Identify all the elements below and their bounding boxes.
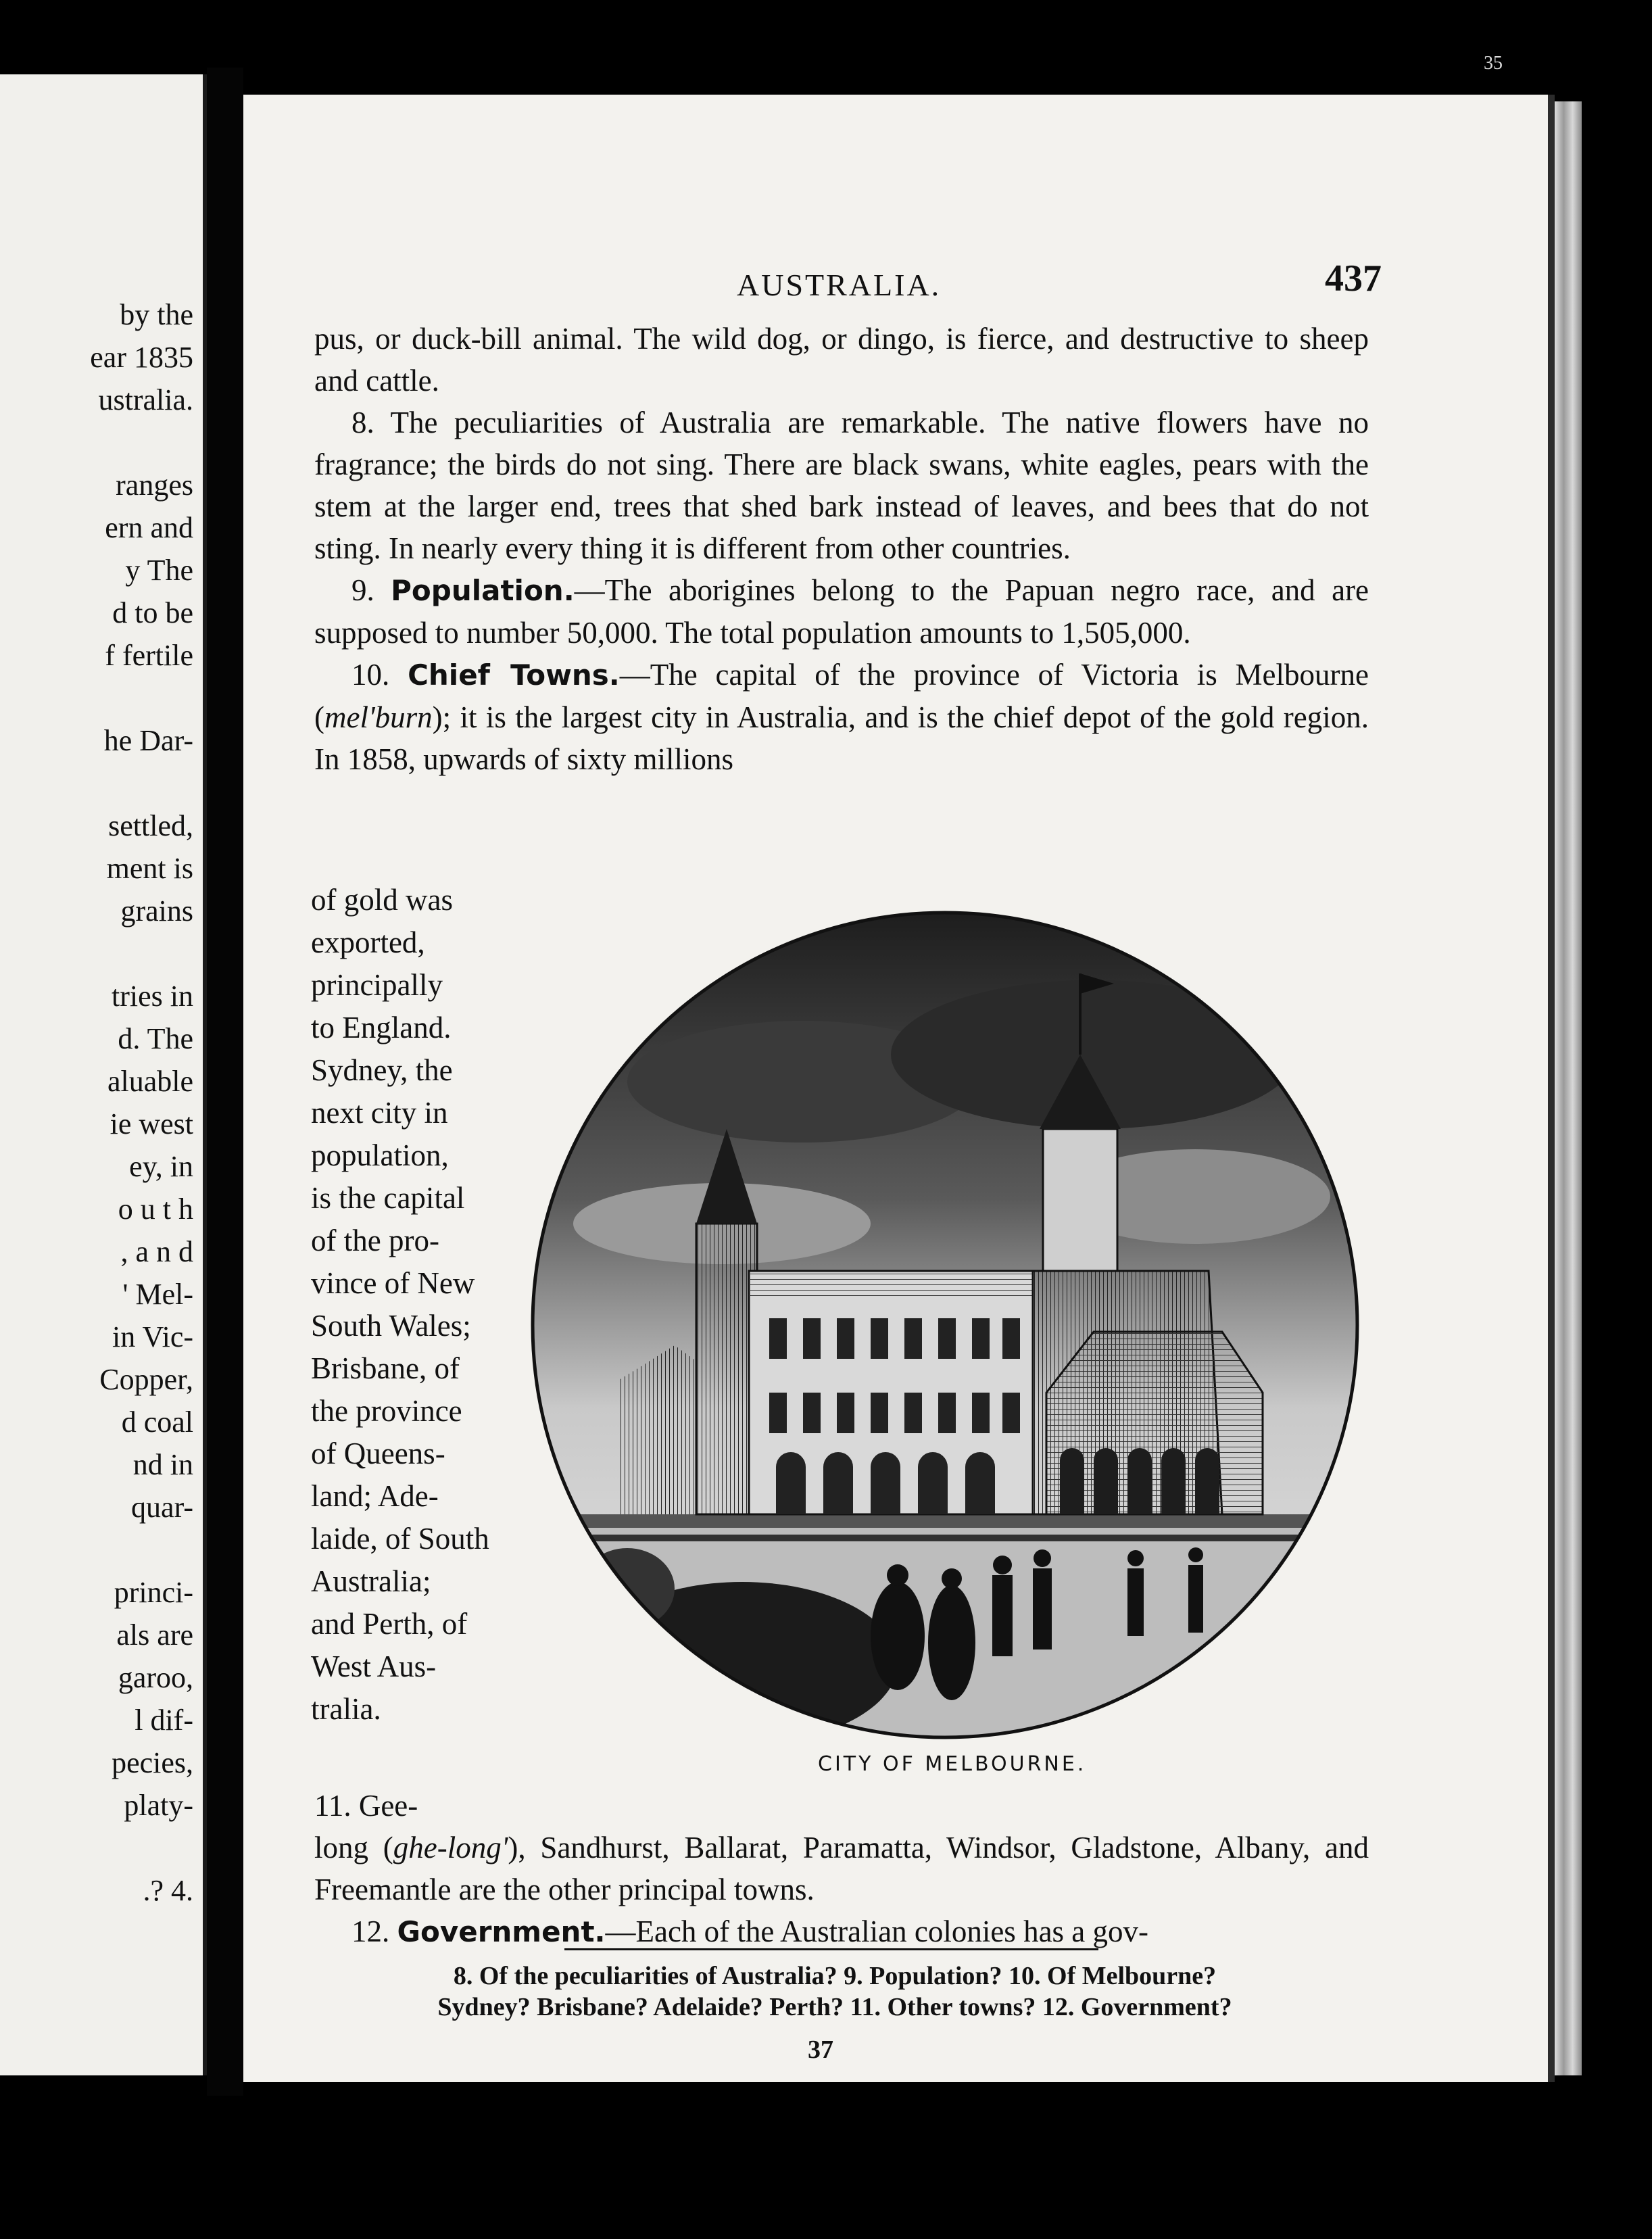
left-page-fragment: ear 1835 <box>90 341 193 374</box>
paragraph-intro: pus, or duck-bill animal. The wild dog, or dingo, is fierce, and destructive to sheep and cattle. <box>314 322 1369 398</box>
wrapped-text-column <box>311 879 510 1731</box>
paragraph-10-number: 10. <box>351 658 390 692</box>
left-page-fragment: he Dar- <box>103 724 193 757</box>
left-page-fragment: ern and <box>105 511 193 544</box>
running-head: AUSTRALIA. <box>737 268 942 302</box>
page-edge <box>1555 101 1582 2075</box>
signature-mark: 37 <box>808 2036 833 2064</box>
wrapped-line: South Wales; <box>311 1309 471 1343</box>
page-number: 437 <box>1325 258 1382 299</box>
left-page-fragment: d. The <box>118 1022 193 1055</box>
main-text <box>314 318 1369 780</box>
paragraph-12 <box>314 1910 1369 1953</box>
paragraph-9 <box>314 569 1369 654</box>
paragraph-10-text-a: —The capital of the province of Victoria is Melbourne ( <box>314 658 1369 734</box>
wrapped-line: land; Ade- <box>311 1479 439 1513</box>
corner-mark: 35 <box>1484 53 1503 74</box>
paragraph-12-heading: Government. <box>397 1915 606 1948</box>
wrapped-line: of the pro- <box>311 1224 439 1257</box>
paragraph-11-continued <box>314 1827 1369 1910</box>
paragraph-9-number: 9. <box>351 573 374 607</box>
wrapped-line: Brisbane, of <box>311 1351 460 1385</box>
left-page-fragment: princi- <box>114 1576 193 1609</box>
wrapped-line: tralia. <box>311 1692 381 1726</box>
paragraph-12-number: 12. <box>351 1915 390 1948</box>
pronunciation-melbourne: mel'burn <box>324 700 433 734</box>
wrapped-line: population, <box>311 1138 449 1172</box>
wrapped-line: is the capital <box>311 1181 465 1215</box>
paragraph-11 <box>314 1785 1369 1827</box>
melbourne-illustration <box>519 906 1371 1744</box>
book-gutter <box>207 68 243 2096</box>
wrapped-line: exported, <box>311 925 425 959</box>
paragraph-11-text-a: long ( <box>314 1831 393 1864</box>
left-page-fragment: l dif- <box>135 1704 193 1737</box>
wrapped-line: Sydney, the <box>311 1053 453 1087</box>
review-questions <box>308 1960 1362 2023</box>
left-page-fragment: nd in <box>132 1448 193 1481</box>
questions-line-1: 8. Of the peculiarities of Australia? 9. Population? 10. Of Melbourne? <box>453 1962 1217 1990</box>
paragraph-9-heading: Population. <box>391 574 575 607</box>
left-page-fragment: y The <box>125 554 193 587</box>
paragraph-11-start: 11. Gee- <box>314 1789 418 1823</box>
left-page-fragment: garoo, <box>118 1661 193 1694</box>
left-page-fragment: als are <box>116 1618 193 1652</box>
left-page-fragment: ie west <box>110 1107 193 1140</box>
left-page-fragment: by the <box>120 298 193 331</box>
paragraph-10-text-b: ); it is the largest city in Australia, and is the chief depot of the gold region. In 1858, upwards of sixty millions <box>314 700 1369 776</box>
wrapped-line: and Perth, of <box>311 1607 468 1641</box>
left-page-fragment: ranges <box>116 468 193 502</box>
paragraph-10-heading: Chief Towns. <box>408 658 620 692</box>
left-page-fragment: in Vic- <box>112 1320 193 1353</box>
wrapped-line: of gold was <box>311 883 453 917</box>
paragraph-9-text: —The aborigines belong to the Papuan negro race, and are supposed to number 50,000. The total population amounts to 1,505,000. <box>314 573 1369 650</box>
figure-caption: CITY OF MELBOURNE. <box>818 1752 1087 1776</box>
left-page-fragment: ment is <box>106 852 193 885</box>
left-page-fragment: aluable <box>107 1065 193 1098</box>
left-page-fragment: quar- <box>131 1491 193 1524</box>
left-page-fragment: tries in <box>112 980 193 1013</box>
left-page-fragment: grains <box>120 894 193 928</box>
left-page-fragment: ' Mel- <box>122 1278 193 1311</box>
left-page-fragment: pecies, <box>112 1746 193 1779</box>
left-page-fragment: , a n d <box>120 1235 193 1268</box>
paragraph-8: 8. The peculiarities of Australia are remarkable. The native flowers have no fragrance; the birds do not sing. There are black swans, white eagles, pears with the stem at the larger end, trees that shed bark instead of leaves, and bees that do not sting. In nearly every thing it is different from other countries. <box>314 406 1369 565</box>
wrapped-line: to England. <box>311 1011 452 1044</box>
questions-line-2: Sydney? Brisbane? Adelaide? Perth? 11. Other towns? 12. Government? <box>437 1993 1232 2021</box>
left-page-fragment: .? 4. <box>143 1874 193 1907</box>
wrapped-line: laide, of South <box>311 1522 489 1556</box>
left-page-fragment: d to be <box>112 596 193 629</box>
left-page-fragment: Copper, <box>99 1363 193 1396</box>
left-page-fragment: f fertile <box>105 639 193 672</box>
text-after-figure <box>314 1785 1369 1953</box>
wrapped-line: Australia; <box>311 1564 431 1598</box>
wrapped-line: next city in <box>311 1096 448 1130</box>
paragraph-11-text-b: ), Sandhurst, Ballarat, Paramatta, Windsor, Gladstone, Albany, and Freemantle are the other principal towns. <box>314 1831 1369 1906</box>
paragraph-10 <box>314 654 1369 780</box>
left-facing-page <box>0 74 207 2075</box>
left-page-fragment: ustralia. <box>98 383 193 416</box>
left-page-fragment: settled, <box>108 809 193 842</box>
wrapped-line: West Aus- <box>311 1650 437 1683</box>
engraving-image <box>519 906 1371 1744</box>
wrapped-line: vince of New <box>311 1266 475 1300</box>
wrapped-line: of Queens- <box>311 1437 445 1470</box>
wrapped-line: principally <box>311 968 443 1002</box>
left-page-fragment: o u t h <box>118 1193 193 1226</box>
left-page-fragment: platy- <box>124 1789 193 1822</box>
pronunciation-geelong: ghe-long' <box>393 1831 508 1864</box>
paragraph-12-text: —Each of the Australian colonies has a gov- <box>605 1915 1149 1948</box>
footnote-divider <box>564 1948 1098 1950</box>
wrapped-line: the province <box>311 1394 462 1428</box>
left-page-fragment: d coal <box>121 1405 193 1439</box>
left-page-fragment: ey, in <box>129 1150 193 1183</box>
